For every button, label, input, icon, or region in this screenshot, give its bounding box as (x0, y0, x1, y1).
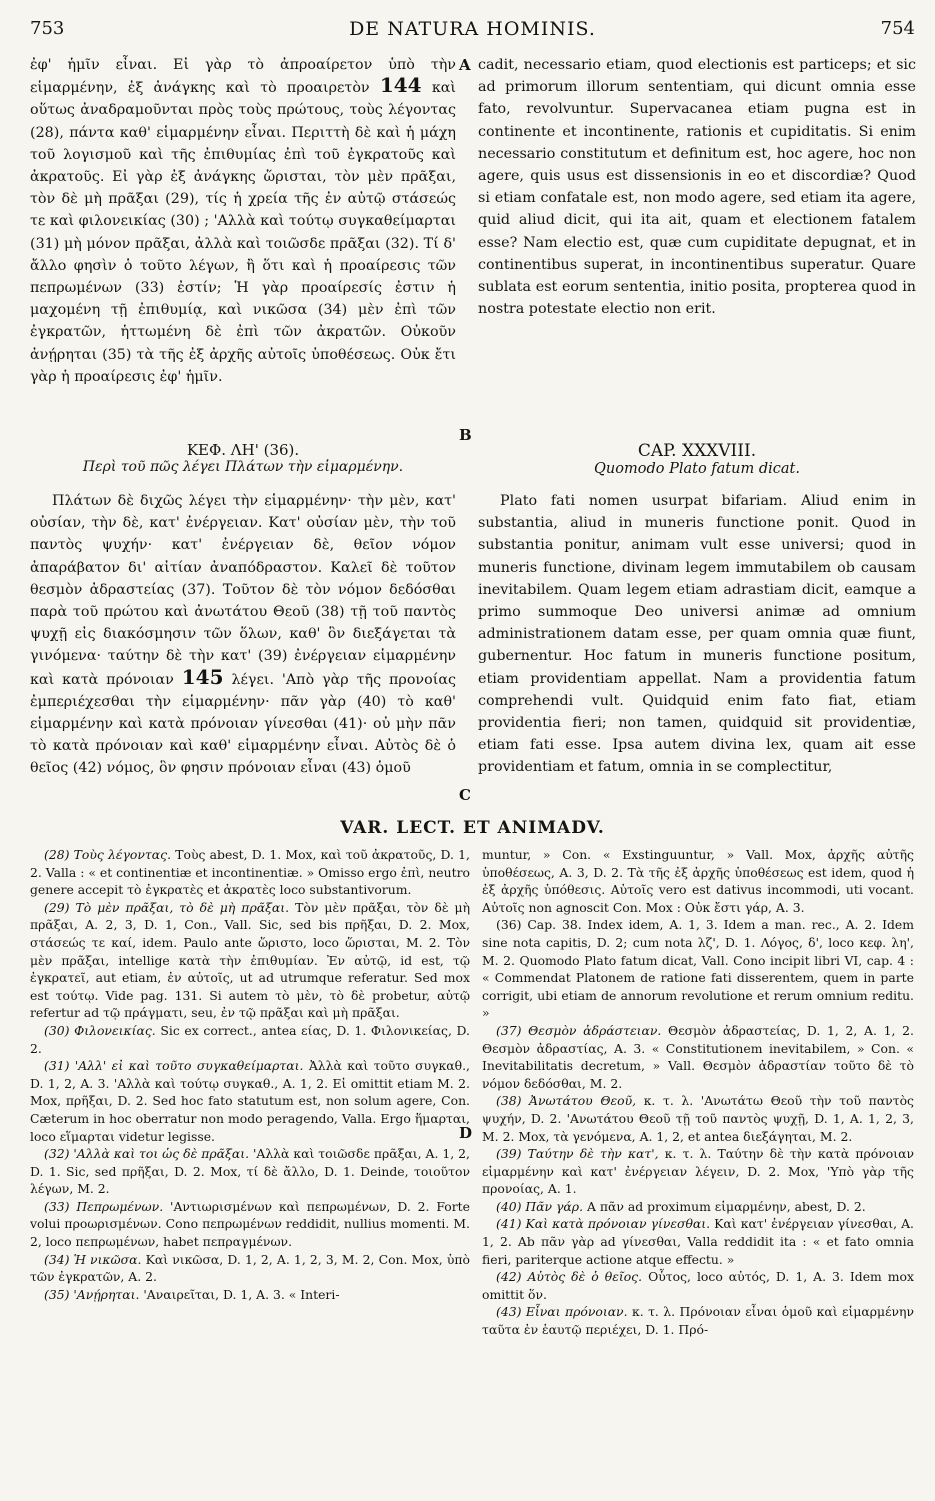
note-entry (30, 1251, 470, 1286)
chapter-title-greek: ΚΕΦ. ΛΗ' (36). (186, 441, 300, 459)
note-entry (30, 899, 470, 1022)
greek-paragraph-top (30, 54, 456, 388)
note-text: Καὶ νικῶσα, D. 1, 2, A. 1, 2, 3, M. 2, Con. Mox, ὑπὸ τῶν ἐγκρατῶν, A. 2. (30, 1251, 470, 1285)
section-number-145: 145 (181, 664, 224, 689)
note-text: 'Αλλὰ καὶ τοιῶσδε πρᾶξαι, A. 1, 2, D. 1. Sic, sed πρῆξαι, D. 2. Mox, τί δὲ ἄλλο, D. 1. Deinde, τοιοῦτον λέγων, M. 2. (30, 1146, 470, 1197)
note-lemma: (28) Τοὺς λέγοντας. (44, 847, 172, 862)
note-entry (30, 1286, 470, 1304)
note-text: Οὗτος, loco αὐτός, D. 1, A. 3. Idem mox omittit ὅν. (482, 1269, 914, 1302)
greek-text-segment: Πλάτων δὲ διχῶς λέγει τὴν εἱμαρμένην· τὴν μὲν, κατ' οὐσίαν, τὴν δὲ, κατ' ἐνέργειαν. Κατ' οὐσίαν μὲν, τὴν τοῦ παντὸς ψυχήν· κατ' ἐνέργειαν δὲ, θεῖον νόμον ἀπαράβατον δι' αἰτίαν ἀναπόδραστον. Καλεῖ δὲ τοῦτον θεσμὸν ἀδραστείας (37). Τοῦτον δὲ τὸν νόμον δεδόσθαι παρὰ τοῦ πρώτου καὶ ἀνωτάτου Θεοῦ (38) τῇ τοῦ παντὸς ψυχῇ εἰς διακόσμησιν τῶν ὅλων, καθ' ὃν διεξάγεται τὰ γινόμενα· ταύτην δὲ τὴν κατ' (39) ἐνέργειαν εἱμαρμένην καὶ κατὰ πρόνοιαν (30, 493, 456, 688)
page-header (30, 18, 915, 48)
note-entry (482, 1303, 914, 1338)
chapter-subtitle-greek: Περὶ τοῦ πῶς λέγει Πλάτων τὴν εἱμαρμένην. (82, 459, 404, 475)
note-lemma: (30) Φιλονεικίας. (44, 1022, 156, 1038)
note-text: κ. τ. λ. Πρόνοιαν εἶναι ὁμοῦ καὶ εἱμαρμένην ταῦτα ἐν ἑαυτῷ περιέχει, D. 1. Πρό- (482, 1304, 914, 1338)
note-text: Ἀλλὰ καὶ τοῦτο συγκαθ., D. 1, 2, A. 3. 'Αλλὰ καὶ τούτῳ συγκαθ., A. 1, 2. Εἰ omittit etiam M. 2. Mox, πρῆξαι, D. 2. Sed hoc fato statutum est, non solum agere, Con. Cæterum in hoc oberratur non modo peragendo, Valla. Ergo ἥμαρται, loco εἵμαρται videtur legisse. (30, 1058, 470, 1144)
note-entry (30, 1198, 470, 1251)
margin-marker-c: C (459, 786, 471, 804)
note-lemma: (32) 'Αλλὰ καὶ τοι ὡς δὲ πρᾶξαι. (44, 1146, 250, 1162)
chapter-heading-latin (478, 441, 916, 477)
margin-marker-b: B (459, 426, 472, 444)
note-entry (482, 1145, 914, 1198)
note-lemma: (41) Καὶ κατὰ πρόνοιαν γίνεσθαι. (496, 1216, 711, 1232)
note-lemma: (40) Πᾶν γάρ. (496, 1198, 584, 1214)
greek-text-segment: λέγει. 'Απὸ γὰρ τῆς προνοίας ἐμπεριέχεσθαι τὴν εἱμαρμένην· πᾶν γὰρ (40) τὸ καθ' εἱμαρμένην καὶ κατὰ πρόνοιαν γίνεσθαι (41)· οὐ μὴν πᾶν τὸ κατὰ πρόνοιαν καὶ καθ' εἱμαρμένην εἶναι. Αὐτὸς δὲ ὁ θεῖος (42) νόμος, ὃν φησιν πρόνοιαν εἶναι (43) ὁμοῦ (30, 671, 456, 777)
note-text: muntur, » Con. « Exstinguuntur, » Vall. Mox, ἀρχῆς αὐτῆς ὑποθέσεως, A. 3, D. 2. Τὰ τῆς ἐξ ἀρχῆς ὑποθέσεως est idem, quod ἡ ἐξ ἀρχῆς ὑπόθεσις. Αὐτοῖς vero est dativus incommodi, uti vocant. Αὐτοῖς non agnoscit Con. Mox : Οὐκ ἔστι γάρ, A. 3. (482, 847, 914, 915)
note-text: Τοὺς abest, D. 1. Mox, καὶ τοῦ ἀκρατοῦς, D. 1, 2. Valla : « et continentiæ et incontinentiæ. » Omisso ergo ἐπὶ, neutro genere accepit τὸ ἐγκρατὲς et ἀκρατὲς loco substantivorum. (30, 847, 470, 898)
latin-text-body (478, 490, 916, 779)
running-title: DE NATURA HOMINIS. (349, 18, 596, 40)
note-lemma: (42) Αὐτὸς δὲ ὁ θεῖος. (496, 1269, 643, 1285)
note-entry (30, 846, 470, 899)
note-entry (30, 1057, 473, 1145)
greek-text-top (30, 54, 456, 388)
note-text: κ. τ. λ. Ταύτην δὲ τὴν κατὰ πρόνοιαν εἱμαρμένην καὶ κατ' ἐνέργειαν λέγειν, D. 2. Mox, 'Υπὸ γὰρ τῆς προνοίας, A. 1. (482, 1146, 914, 1197)
note-entry (482, 1092, 914, 1145)
greek-paragraph-body (30, 490, 456, 780)
notes-column-left (30, 846, 473, 1303)
latin-paragraph-body: Plato fati nomen usurpat bifariam. Aliud enim in substantia, aliud in muneris functione ponit. Quod in substantia ponitur, animam vult esse universi; quod in muneris functione, divinam legem immutabilem ob causam inevitabilem. Quam legem etiam adrastiam dicit, eamque a primo summoque Deo universi animæ ad omnium administrationem datam esse, per quam omnia quæ fiunt, gubernentur. Hoc fatum in muneris functione positum, etiam providentiam appellat. Nam a providentia fatum comprehendi vult. Quidquid enim fato fiat, etiam providentia fieri; non tamen, quidquid sit providentiæ, etiam fati esse. Ipsa autem divina lex, quam ait esse providentiam et fatum, omnia in se complectitur, (478, 493, 916, 776)
note-lemma: (39) Ταύτην δὲ τὴν κατ', (496, 1146, 659, 1162)
note-lemma: (34) Ἡ νικῶσα. (44, 1251, 142, 1267)
note-entry (482, 846, 914, 916)
note-lemma: (31) 'Αλλ' εἰ καὶ τοῦτο συγκαθείμαρται. (44, 1058, 304, 1074)
note-entry (30, 1145, 470, 1198)
note-lemma: (35) 'Ανῄρηται. (44, 1286, 140, 1302)
page-number-left: 753 (30, 18, 65, 39)
section-number-144: 144 (379, 73, 422, 98)
margin-marker-d: D (459, 1124, 473, 1142)
note-entry (482, 1268, 914, 1303)
note-lemma: (29) Τὸ μὲν πρᾶξαι, τὸ δὲ μὴ πρᾶξαι. (44, 899, 290, 915)
note-text: κ. τ. λ. 'Ανωτάτω Θεοῦ τὴν τοῦ παντὸς ψυχήν, D. 2. 'Ανωτάτου Θεοῦ τῇ τοῦ παντὸς ψυχῇ, D. 1, A. 1, 2, 3, M. 2. Mox, τὰ γενόμενα, A. 1, 2, et antea διεξάγηται, M. 2. (482, 1093, 914, 1144)
note-text: 'Αντιωρισμένων καὶ πεπρωμένων, D. 2. Forte volui προωρισμένων. Cono πεπρωμένων reddidit, nullius momenti. M. 2, loco πεπρωμένων, habet πεπραγμένων. (30, 1198, 470, 1250)
latin-text-top (478, 54, 916, 320)
greek-text-segment: ἐφ' ἡμῖν εἶναι. Εἰ γὰρ τὸ ἀπροαίρετον ὑπὸ τὴν εἱμαρμένην, ἐξ ἀνάγκης καὶ τὸ προαιρετὸν (30, 57, 456, 97)
note-entry (482, 1198, 914, 1216)
note-text: (36) Cap. 38. Index idem, A. 1, 3. Idem a man. rec., A. 2. Idem sine nota capitis, D. 2; cum nota λζ', D. 1. Λόγος, δ', loco κεφ. λη', M. 2. Quomodo Plato fatum dicat, Vall. Cono incipit libri VI, cap. 4 : « Commendat Platonem de ratione fati disserentem, quem in parte corrigit, ubi etiam de annorum revolutione et rerum omnium reditu. » (482, 917, 914, 1021)
note-entry (482, 1215, 914, 1268)
greek-text-body (30, 490, 456, 780)
chapter-heading-greek (30, 441, 456, 475)
notes-column-right (482, 846, 914, 1339)
note-lemma: (37) Θεσμὸν ἀδράστειαν. (496, 1022, 662, 1038)
note-lemma: (33) Πεπρωμένων. (44, 1198, 164, 1214)
latin-paragraph-top: cadit, necessario etiam, quod electionis est particeps; et sic ad primorum illorum sententiam, qui dicunt omnia esse fato, revolvuntur. Supervacanea etiam pugna est in continente et incontinente, rationis et cupiditatis. Si enim necessario constitutum et definitum est, hoc agere, hoc non agere, quis usus est dissensionis in eo et discordiæ? Quod si etiam confatale est, non modo agere, sed etiam ita agere, quid aliud dicit, qui ita ait, quam et electionem fatalem esse? Nam electio est, quæ cum cupiditate depugnat, et in continentibus superat, in incontinentibus superatur. Quare sublata est eorum sententia, initio posita, propterea quod in nostra potestate electio non erit. (478, 57, 916, 318)
page-number-right: 754 (880, 18, 915, 39)
chapter-title-latin: CAP. XXXVIII. (637, 441, 757, 461)
note-text: Θεσμὸν ἀδραστείας, D. 1, 2, A. 1, 2. Θεσμὸν ἀδραστίας, A. 3. « Constitutionem inevitabilem, » Con. « Inevitabilitatis decretum, » Vall. Θεσμὸν ἀδραστίαν τοῦτο δὲ τὸ νόμον δεδόσθαι, M. 2. (482, 1022, 914, 1091)
notes-heading: VAR. LECT. ET ANIMADV. (340, 818, 605, 838)
note-entry (30, 1022, 470, 1057)
note-text: 'Αναιρεῖται, D. 1, A. 3. « Interi- (143, 1286, 340, 1302)
note-lemma: (43) Εἶναι πρόνοιαν. (496, 1304, 628, 1320)
margin-marker-a: A (459, 56, 471, 74)
greek-text-segment: καὶ οὕτως ἀναδραμοῦνται πρὸς τοὺς πρώτους, τοὺς λέγοντας (28), πάντα καθ' εἱμαρμένην εἶναι. Περιττὴ δὲ καὶ ἡ μάχη τοῦ λογισμοῦ καὶ τῆς ἐπιθυμίας ἐπὶ τοῦ ἐγκρατοῦς καὶ ἀκρατοῦς. Εἰ γὰρ ἐξ ἀνάγκης ὥρισται, τὸν μὲν πρᾶξαι, τὸν δὲ μὴ πρᾶξαι (29), τίς ἡ χρεία τῆς ἐν αὐτῷ στάσεώς τε καὶ φιλονεικίας (30) ; 'Αλλὰ καὶ τούτῳ συγκαθείμαρται (31) μὴ μόνον πρᾶξαι, ἀλλὰ καὶ τοιῶσδε πρᾶξαι (32). Τί δ' ἄλλο φησὶν ὁ τοῦτο λέγων, ἢ ὅτι καὶ ἡ προαίρεσις τῶν πεπρωμένων (33) ἐστίν; Ἡ γὰρ προαίρεσίς ἐστιν ἡ μαχομένη τῇ ἐπιθυμίᾳ, καὶ νικῶσα (34) μὲν ἐπὶ τῶν ἐγκρατῶν, ἡττωμένη δὲ ἐπὶ τῶν ἀκρατῶν. Οὐκοῦν ἀνῄρηται (35) τὰ τῆς ἐξ ἀρχῆς αὐτοῖς ὑποθέσεως. Οὐκ ἔτι γὰρ ἡ προαίρεσις ἐφ' ἡμῖν. (30, 80, 457, 385)
note-text: Τὸν μὲν πρᾶξαι, τὸν δὲ μὴ πρᾶξαι, A. 2, 3, D. 1, Con., Vall. Sic, sed bis πρῆξαι, D. 2. Mox, στάσεώς τε καί, idem. Paulo ante ὥριστο, loco ὥρισται, M. 2. Τὸν μὲν πρᾶξαι, intellige κατὰ τὴν ἐπιθυμίαν. Ἐν αὐτῷ, id est, τῷ ἐγκρατεῖ, aut etiam, ἐν αὐτοῖς, ut ad utrumque referatur. Sed mox est τούτῳ. Vide pag. 131. Si autem τὸ μὲν, τὸ δὲ probetur, αὐτῷ refertur ad τῷ πράγματι, seu, ἐν τῷ πρᾶξαι καὶ μὴ πρᾶξαι. (30, 899, 470, 1021)
note-text: Sic ex correct., antea είας, D. 1. Φιλονικείας, D. 2. (30, 1022, 470, 1056)
chapter-subtitle-latin: Quomodo Plato fatum dicat. (594, 461, 800, 477)
note-entry (482, 916, 914, 1022)
note-lemma: (38) Ἀνωτάτου Θεοῦ, (496, 1093, 637, 1109)
note-entry (482, 1022, 914, 1092)
note-text: Καὶ κατ' ἐνέργειαν γίνεσθαι, A. 1, 2. Ab πᾶν γὰρ ad γίνεσθαι, Valla reddidit ita : « et fato omnia fieri, pariterque actione atque effectu. » (482, 1216, 914, 1267)
note-text: A πᾶν ad proximum εἱμαρμένην, abest, D. 2. (586, 1198, 866, 1214)
